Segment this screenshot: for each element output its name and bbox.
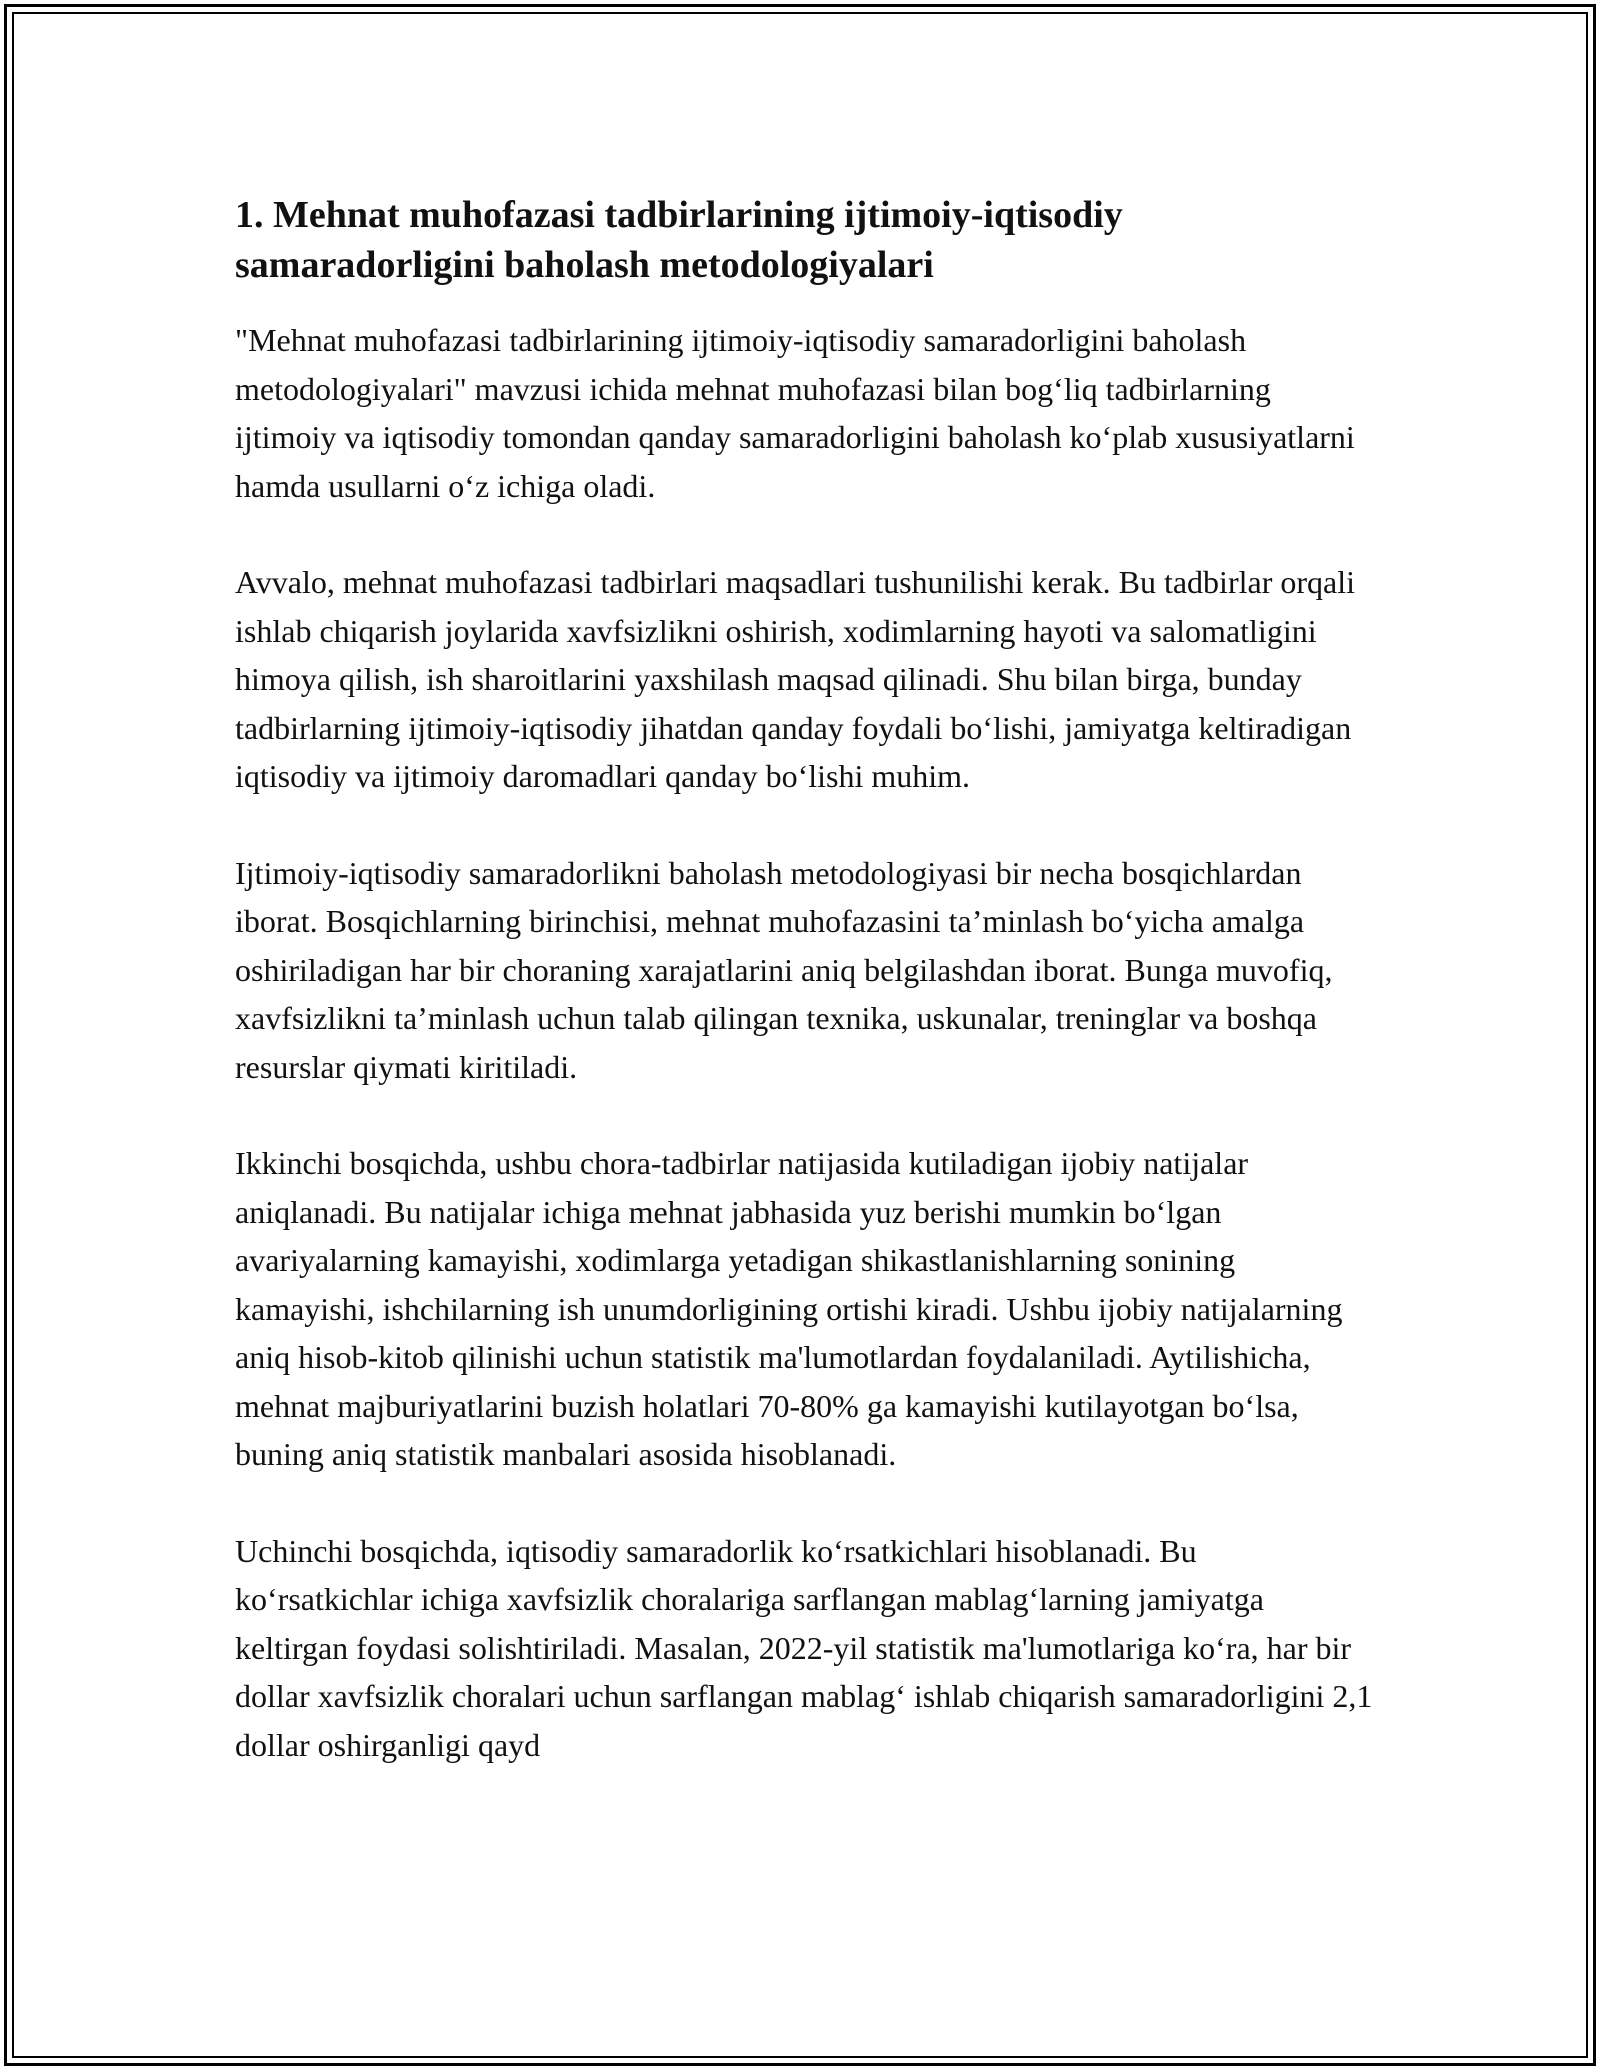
paragraph-stage-one: Ijtimoiy-iqtisodiy samaradorlikni baholash metodologiyasi bir necha bosqichlardan iborat. Bosqichlarning birinchisi, mehnat muhofazasini ta’minlash bo‘yicha amalga oshiriladigan har bir choraning xarajatlarini aniq belgilashdan iborat. Bunga muvofiq, xavfsizlikni ta’minlash uchun talab qilingan texnika, uskunalar, treninglar va boshqa resurslar qiymati kiritiladi. — [235, 854, 1333, 1085]
paragraph-stage-three: Uchinchi bosqichda, iqtisodiy samaradorlik ko‘rsatkichlari hisoblanadi. Bu ko‘rsatkichlar ichiga xavfsizlik choralariga sarflangan mablag‘larning jamiyatga keltirgan foydasi solishtiriladi. Masalan, 2022-yil statistik ma'lumotlariga ko‘ra, har bir dollar xavfsizlik choralari uchun sarflangan mablag‘ ishlab chiqarish samaradorligini 2,1 dollar oshirganligi qayd — [235, 1532, 1373, 1763]
document-body — [235, 190, 1375, 1817]
section-title: 1. Mehnat muhofazasi tadbirlarining ijtimoiy-iqtisodiy samaradorligini baholash metodologiyalari — [235, 194, 1123, 286]
paragraph-stage-two: Ikkinchi bosqichda, ushbu chora-tadbirlar natijasida kutiladigan ijobiy natijalar aniqlanadi. Bu natijalar ichiga mehnat jabhasida yuz berishi mumkin bo‘lgan avariyalarning kamayishi, xodimlarga yetadigan shikastlanishlarning sonining kamayishi, ishchilarning ish unumdorligining ortishi kiradi. Ushbu ijobiy natijalarning aniq hisob-kitob qilinishi uchun statistik ma'lumotlardan foydalaniladi. Aytilishicha, mehnat majburiyatlarini buzish holatlari 70-80% ga kamayishi kutilayotgan bo‘lsa, buning aniq statistik manbalari asosida hisoblanadi. — [235, 1145, 1343, 1472]
paragraph-intro: "Mehnat muhofazasi tadbirlarining ijtimoiy-iqtisodiy samaradorligini baholash metodologiyalari" mavzusi ichida mehnat muhofazasi bilan bog‘liq tadbirlarning ijtimoiy va iqtisodiy tomondan qanday samaradorligini baholash ko‘plab xususiyatlarni hamda usullarni o‘z ichiga oladi. — [235, 322, 1355, 504]
paragraph-goals: Avvalo, mehnat muhofazasi tadbirlari maqsadlari tushunilishi kerak. Bu tadbirlar orqali ishlab chiqarish joylarida xavfsizlikni oshirish, xodimlarning hayoti va salomatligini himoya qilish, ish sharoitlarini yaxshilash maqsad qilinadi. Shu bilan birga, bunday tadbirlarning ijtimoiy-iqtisodiy jihatdan qanday foydali bo‘lishi, jamiyatga keltiradigan iqtisodiy va ijtimoiy daromadlari qanday bo‘lishi muhim. — [235, 564, 1355, 794]
